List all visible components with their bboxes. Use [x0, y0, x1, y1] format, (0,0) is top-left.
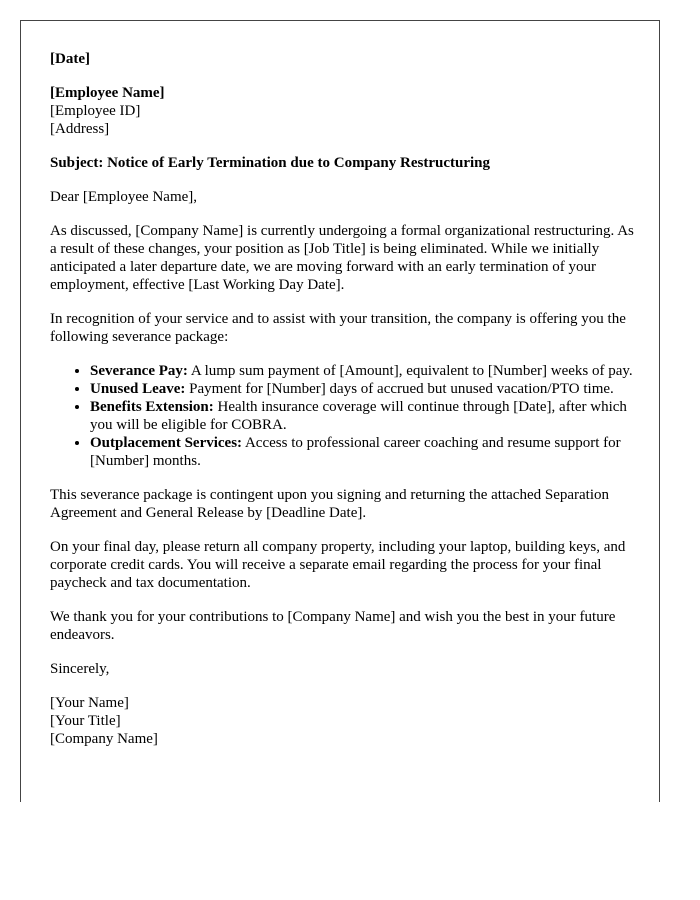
- benefit-text: Health insurance coverage will continue through [Date], after which you will be eligible for COBRA.: [90, 399, 627, 433]
- recipient-address: [Address]: [50, 121, 110, 137]
- signer-title: [Your Title]: [50, 713, 121, 729]
- body-paragraph-3: This severance package is contingent upon you signing and returning the attached Separation Agreement and General Release by [Deadline Date].: [50, 487, 609, 521]
- benefit-label: Unused Leave:: [90, 381, 186, 397]
- recipient-block: [50, 84, 635, 138]
- benefit-item: [90, 398, 635, 434]
- benefit-item: [90, 434, 635, 470]
- benefit-label: Severance Pay:: [90, 363, 188, 379]
- letter-page: [20, 20, 660, 802]
- signer-company: [Company Name]: [50, 731, 158, 747]
- benefit-item: [90, 380, 635, 398]
- letter-subject: Subject: Notice of Early Termination due to Company Restructuring: [50, 155, 490, 171]
- benefit-label: Benefits Extension:: [90, 399, 214, 415]
- body-paragraph-1: As discussed, [Company Name] is currently undergoing a formal organizational restructuring. As a result of these changes, your position as [Job Title] is being eliminated. While we initially anticipated a later departure date, we are moving forward with an early termination of your employment, effective [Last Working Day Date].: [50, 223, 634, 293]
- body-paragraph-5: We thank you for your contributions to [Company Name] and wish you the best in your future endeavors.: [50, 609, 616, 643]
- letter-date: [Date]: [50, 51, 90, 67]
- signer-name: [Your Name]: [50, 695, 129, 711]
- recipient-name: [Employee Name]: [50, 85, 165, 101]
- benefit-label: Outplacement Services:: [90, 435, 243, 451]
- benefit-text: Payment for [Number] days of accrued but unused vacation/PTO time.: [185, 381, 614, 397]
- recipient-id: [Employee ID]: [50, 103, 141, 119]
- benefit-text: A lump sum payment of [Amount], equivalent to [Number] weeks of pay.: [187, 363, 633, 379]
- body-paragraph-4: On your final day, please return all company property, including your laptop, building keys, and corporate credit cards. You will receive a separate email regarding the process for your final paycheck and tax documentation.: [50, 539, 626, 591]
- letter-salutation: Dear [Employee Name],: [50, 189, 198, 205]
- benefit-item: [90, 362, 635, 380]
- benefit-text: Access to professional career coaching and resume support for [Number] months.: [90, 435, 621, 469]
- letter-closing: Sincerely,: [50, 661, 110, 677]
- benefits-list: [50, 362, 635, 470]
- body-paragraph-2: In recognition of your service and to assist with your transition, the company is offering you the following severance package:: [50, 311, 626, 345]
- signature-block: [50, 694, 635, 748]
